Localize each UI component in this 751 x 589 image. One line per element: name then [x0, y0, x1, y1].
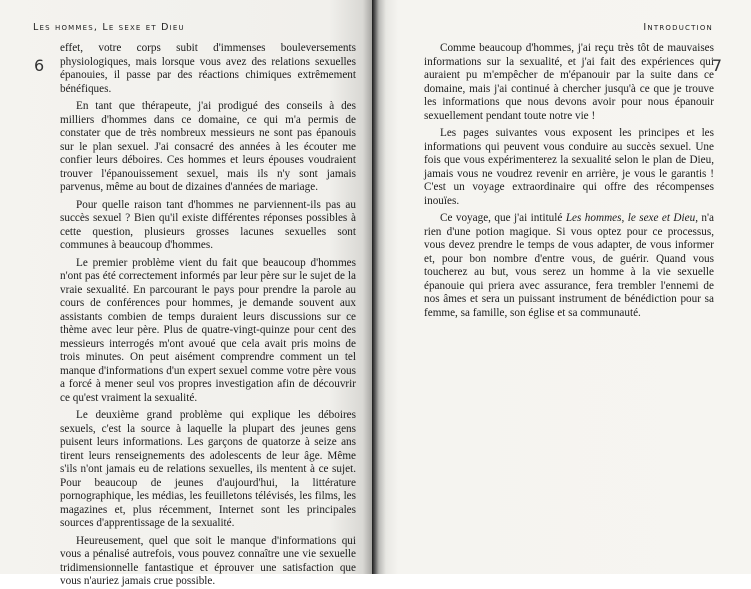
right-page-text — [424, 42, 714, 320]
right-page — [372, 0, 751, 574]
paragraph: Les pages suivantes vous exposent les principes et les informations qui peuvent vous conduire au succès sexuel. Une fois que vous expérimenterez la sexualité selon le plan de Dieu, jamais vous ne voudrez revenir en arrière, je vous le garantis ! C'est un voyage extraordinaire qui offre des récompenses inouïes. — [424, 127, 714, 207]
paragraph: Comme beaucoup d'hommes, j'ai reçu très tôt de mauvaises informations sur la sexualité, et j'ai fait des expériences qui auraient pu m'empêcher de m'épanouir par la suite dans ce domaine, mais j'ai continué à chercher jusqu'à ce que je trouve les informations que nous devons avoir pour nous épanouir sexuellement pendant toute notre vie ! — [424, 42, 714, 122]
paragraph: effet, votre corps subit d'immenses bouleversements physiologiques, mais lorsque vous avez des relations sexuelles épanouies, il passe par des réactions chimiques extrêmement bénéfiques. — [60, 42, 356, 95]
paragraph-text: , n'a rien d'une potion magique. Si vous optez pour ce processus, vous devez prendre le temps de vous adapter, de vous informer et, pour bon nombre d'entre vous, de guérir. Quand vous toucherez au but, vous serez un homme à la vie sexuelle épanouie qui priera avec assurance, fera trembler l'ennemi de nos âmes et sera un puissant instrument de bénédiction pour sa femme, sa famille, son église et sa communauté. — [424, 212, 715, 319]
running-head-right: Introduction — [643, 22, 713, 33]
paragraph: Le premier problème vient du fait que beaucoup d'hommes n'ont pas été correctement informés par leur père sur le sujet de la vraie sexualité. En parcourant le pays pour prendre la parole au cours de conférences pour hommes, je demande souvent aux assistants combien de temps duraient leurs discussions sur ce thème avec leur père. Plus de quatre-vingt-quinze pour cent des messieurs interrogés m'ont avoué que cela avait pris moins de trois minutes. On peut aisément comprendre comment un tel manque d'informations d'un expert sexuel comme votre père vous a forcé à mener seul vos propres investigation afin de découvrir ce qu'est vraiment la sexualité. — [60, 256, 356, 404]
paragraph-text: Ce voyage, que j'ai intitulé — [440, 212, 566, 224]
page-number-left: 6 — [34, 56, 45, 75]
page-number-right: 7 — [711, 56, 722, 75]
running-head-left: Les hommes, Le sexe et Dieu — [33, 22, 185, 33]
paragraph: Pour quelle raison tant d'hommes ne parviennent-ils pas au succès sexuel ? Bien qu'il existe différentes réponses possibles à cette question, plusieurs grosses lacunes sexuelles sont communes à beaucoup d'hommes. — [60, 198, 356, 251]
paragraph — [424, 212, 714, 320]
left-page — [0, 0, 374, 587]
paragraph: En tant que thérapeute, j'ai prodigué des conseils à des milliers d'hommes dans ce domaine, ce qui m'a permis de constater que de très nombreux messieurs ne sont pas épanouis sur le plan sexuel. J'ai consacré des années à les écouter me confier leurs déboires. Ces hommes et leurs épouses voudraient trouver l'épanouissement sexuel, mais ils n'y sont jamais parvenus, même au bout de dizaines d'années de mariage. — [60, 100, 356, 193]
paragraph: Le deuxième grand problème qui explique les déboires sexuels, c'est la source à laquelle la plupart des jeunes gens puisent leurs informations. Les garçons de quatorze à seize ans tirent leurs renseignements des adolescents de leur âge. Même s'ils n'ont jamais eu de relations sexuelles, ils mentent à ce sujet. Pour beaucoup de jeunes d'aujourd'hui, la littérature pornographique, les médias, les feuilletons télévisés, les films, les magazines et, plus récemment, Internet sont les principales sources d'apprentissage de la sexualité. — [60, 409, 356, 529]
book-title: Les hommes, le sexe et Dieu — [565, 212, 696, 224]
paragraph: Heureusement, quel que soit le manque d'informations qui vous a pénalisé autrefois, vous pouvez connaître une vie sexuelle tridimensionnelle fantastique et éprouver une satisfaction que vous n'auriez jamais crue possible. — [60, 534, 356, 587]
left-page-text — [60, 42, 356, 589]
